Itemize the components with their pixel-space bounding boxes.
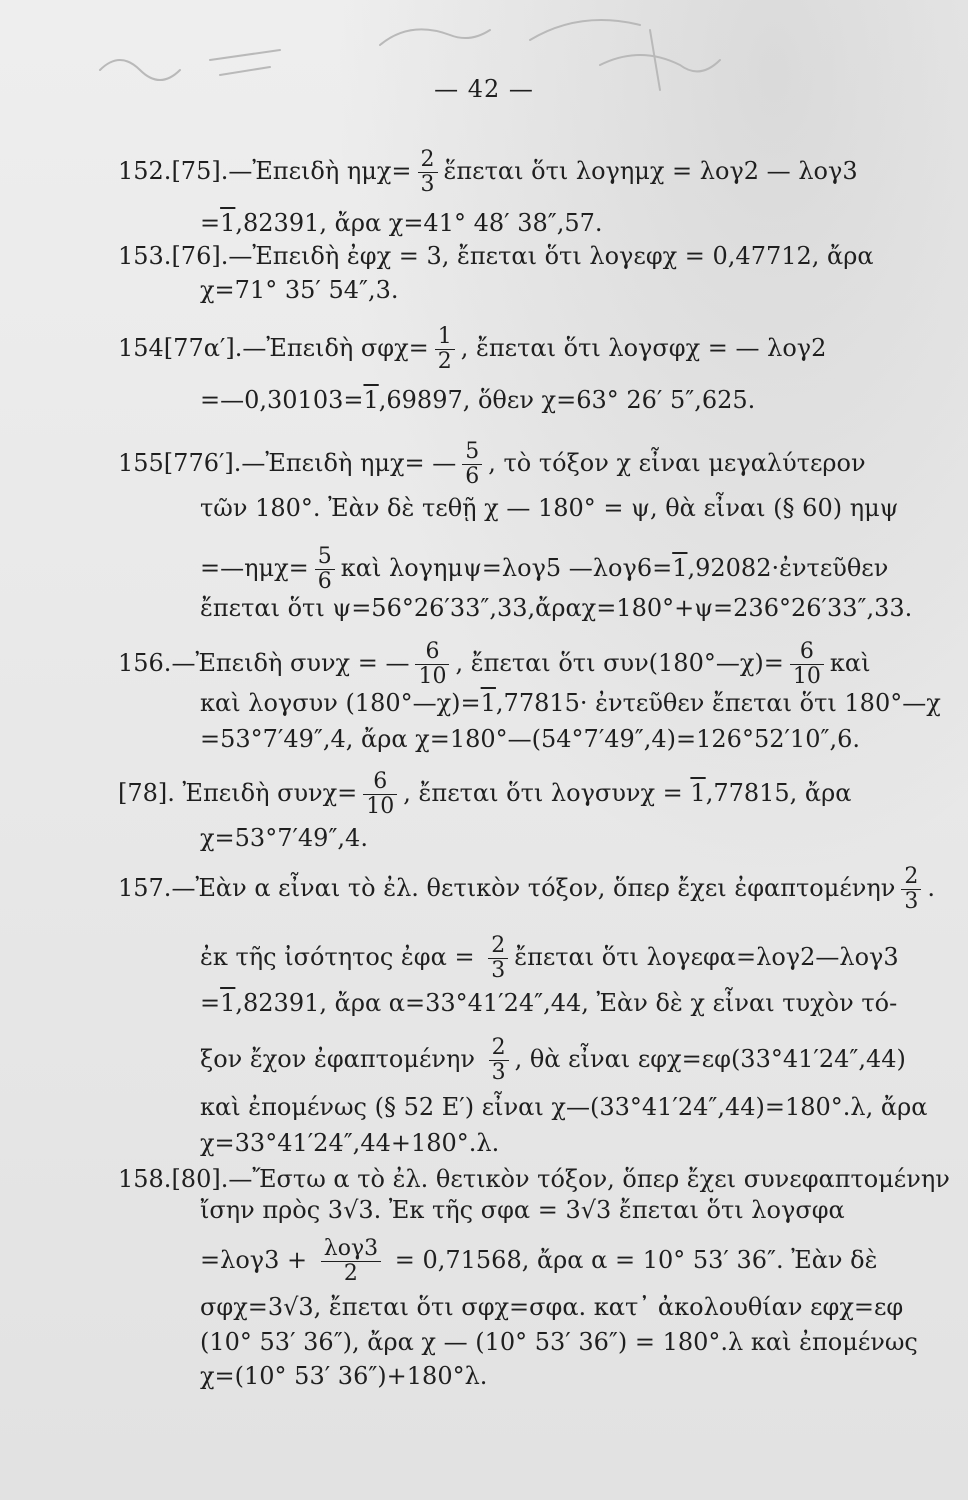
text-line	[200, 593, 912, 623]
text-line	[200, 208, 603, 238]
text-run: 156.—Ἐπειδὴ συνχ = —	[118, 649, 410, 677]
text-run: =—0,30103=	[200, 386, 364, 414]
fraction	[321, 1237, 381, 1286]
fraction	[363, 770, 397, 819]
text-line	[200, 1237, 877, 1286]
text-line	[200, 823, 368, 853]
fraction-numerator: 1	[437, 324, 452, 349]
text-run: χ=(10° 53′ 36″)+180°λ.	[200, 1362, 488, 1390]
overlined-digit: 1	[220, 989, 236, 1017]
fraction-numerator: 2	[904, 864, 919, 889]
text-run: =	[200, 989, 221, 1017]
text-line	[200, 1092, 927, 1122]
fraction-numerator: 5	[317, 544, 332, 569]
text-line	[118, 241, 874, 271]
text-run: σφχ=3√3, ἔπεται ὅτι σφχ=σφα. κατ᾽ ἀκολουθίαν εφχ=εφ	[200, 1293, 904, 1321]
fraction-denominator: 3	[488, 958, 508, 983]
text-run: ,92082·ἐντεῦθεν	[687, 554, 889, 582]
text-run: καὶ λογημψ=λογ5 —λογ6=	[340, 554, 673, 582]
fraction	[462, 440, 482, 489]
text-run: ,77815, ἄρα	[705, 779, 852, 807]
text-run: 153.[76].—Ἐπειδὴ ἐφχ = 3, ἔπεται ὅτι λογεφχ = 0,47712, ἄρα	[118, 242, 874, 270]
overlined-digit: 1	[480, 689, 496, 717]
text-line	[200, 934, 899, 983]
fraction-numerator: 2	[420, 147, 435, 172]
fraction-numerator: 6	[373, 769, 388, 794]
text-run: , τὸ τόξον χ εἶναι μεγαλύτερον	[488, 449, 866, 477]
fraction-numerator: λογ3	[323, 1236, 379, 1261]
text-run: ,77815· ἐντεῦθεν ἔπεται ὅτι 180°—χ	[495, 689, 941, 717]
text-run: ,82391, ἄρα α=33°41′24″,44, Ἐὰν δὲ χ εἶναι τυχὸν τό-	[235, 989, 898, 1017]
fraction-denominator: 3	[418, 172, 438, 197]
text-line	[118, 325, 826, 374]
text-run: ἔπεται ὅτι λογεφα=λογ2—λογ3	[514, 943, 899, 971]
overlined-digit: 1	[672, 554, 688, 582]
text-run: , ἔπεται ὅτι συν(180°—χ)=	[455, 649, 784, 677]
text-run: 155[776′].—Ἐπειδὴ ημχ= —	[118, 449, 457, 477]
text-run: ἔπεται ὅτι ψ=56°26′33″,33,ἄραχ=180°+ψ=236°26′33″,33.	[200, 594, 913, 622]
text-run: [78]. Ἐπειδὴ συνχ=	[118, 779, 358, 807]
text-line	[200, 988, 897, 1018]
fraction	[790, 640, 824, 689]
page-number: — 42 —	[434, 75, 534, 103]
text-run: =λογ3 +	[200, 1246, 315, 1274]
text-line	[200, 1195, 845, 1225]
text-run: τῶν 180°. Ἐὰν δὲ τεθῇ χ — 180° = ψ, θὰ εἶναι (§ 60) ημψ	[200, 494, 899, 522]
fraction-denominator: 6	[462, 464, 482, 489]
fraction-denominator: 3	[901, 889, 921, 914]
text-line	[200, 545, 888, 594]
fraction	[488, 934, 508, 983]
text-run: ἕπεται ὅτι λογημχ = λογ2 — λογ3	[443, 157, 858, 185]
text-run: , θὰ εἶναι εφχ=εφ(33°41′24″,44)	[514, 1045, 906, 1073]
text-line	[200, 1327, 918, 1357]
text-run: 152.[75].—Ἐπειδὴ ημχ=	[118, 157, 412, 185]
text-line	[200, 724, 860, 754]
fraction-denominator: 10	[790, 664, 824, 689]
text-run: 154[77α′].—Ἐπειδὴ σφχ=	[118, 334, 429, 362]
fraction	[489, 1036, 509, 1085]
fraction-denominator: 6	[315, 569, 335, 594]
text-run: ,82391, ἄρα χ=41° 48′ 38″,57.	[235, 209, 603, 237]
text-run: , ἔπεται ὅτι λογσυνχ =	[403, 779, 691, 807]
fraction-denominator: 10	[415, 664, 449, 689]
overlined-digit: 1	[363, 386, 379, 414]
fraction-numerator: 6	[425, 639, 440, 664]
fraction-numerator: 5	[465, 439, 480, 464]
text-line	[200, 1361, 487, 1391]
fraction-denominator: 2	[321, 1261, 381, 1286]
text-line	[200, 385, 755, 415]
text-run: χ=33°41′24″,44+180°.λ.	[200, 1129, 500, 1157]
text-run: =—ημχ=	[200, 554, 309, 582]
overlined-digit: 1	[220, 209, 236, 237]
text-line	[118, 148, 858, 197]
fraction	[435, 325, 455, 374]
text-run: ἴσην πρὸς 3√3. Ἐκ τῆς σφα = 3√3 ἔπεται ὅτι λογσφα	[200, 1196, 845, 1224]
text-run: =53°7′49″,4, ἄρα χ=180°—(54°7′49″,4)=126°52′10″,6.	[200, 725, 860, 753]
fraction-denominator: 10	[363, 794, 397, 819]
text-run: , ἔπεται ὅτι λογσφχ = — λογ2	[460, 334, 827, 362]
text-line	[118, 1164, 950, 1194]
text-line	[118, 770, 851, 819]
overlined-digit: 1	[690, 779, 706, 807]
fraction-numerator: 2	[491, 933, 506, 958]
fraction-denominator: 2	[435, 349, 455, 374]
text-line	[200, 1292, 903, 1322]
text-run: 157.—Ἐὰν α εἶναι τὸ ἐλ. θετικὸν τόξον, ὅπερ ἔχει ἐφαπτομένην	[118, 874, 896, 902]
text-run: χ=71° 35′ 54″,3.	[200, 276, 399, 304]
text-line	[118, 640, 870, 689]
text-line	[200, 688, 941, 718]
text-run: καὶ λογσυν (180°—χ)=	[200, 689, 481, 717]
text-run: ξον ἔχον ἐφαπτομένην	[200, 1045, 483, 1073]
fraction	[901, 865, 921, 914]
text-run: .	[927, 874, 935, 902]
text-run: =	[200, 209, 221, 237]
text-line	[200, 1128, 499, 1158]
text-line	[200, 493, 899, 523]
text-run: ἐκ τῆς ἰσότητος ἐφα =	[200, 943, 483, 971]
text-run: ,69897, ὅθεν χ=63° 26′ 5″,625.	[378, 386, 756, 414]
text-run: 158.[80].—Ἔστω α τὸ ἐλ. θετικὸν τόξον, ὅπερ ἔχει συνεφαπτομένην	[118, 1165, 950, 1193]
text-run: καὶ ἐπομένως (§ 52 Ε′) εἶναι χ—(33°41′24″,44)=180°.λ, ἄρα	[200, 1093, 928, 1121]
fraction	[418, 148, 438, 197]
text-run: χ=53°7′49″,4.	[200, 824, 368, 852]
text-line	[118, 865, 935, 914]
fraction	[415, 640, 449, 689]
fraction-numerator: 6	[799, 639, 814, 664]
text-run: καὶ	[829, 649, 871, 677]
text-line	[200, 275, 398, 305]
fraction-denominator: 3	[489, 1060, 509, 1085]
text-line	[118, 440, 866, 489]
text-line	[200, 1036, 906, 1085]
text-run: (10° 53′ 36″), ἄρα χ — (10° 53′ 36″) = 180°.λ καὶ ἐπομένως	[200, 1328, 918, 1356]
fraction-numerator: 2	[491, 1035, 506, 1060]
text-run: = 0,71568, ἄρα α = 10° 53′ 36″. Ἐὰν δὲ	[387, 1246, 878, 1274]
fraction	[315, 545, 335, 594]
